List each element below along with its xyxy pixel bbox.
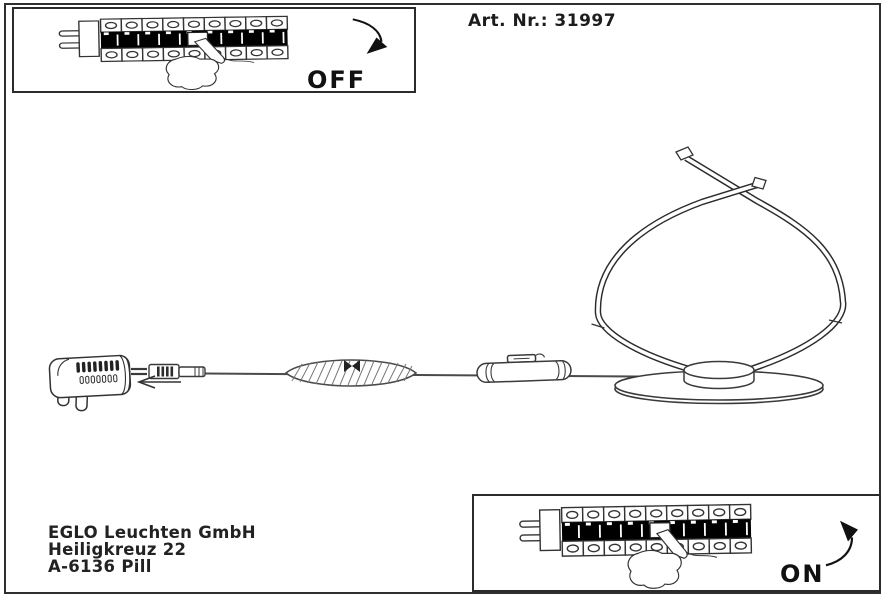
switch-off-panel [12,7,416,93]
power-adapter-icon [49,355,132,413]
lamp-loop [592,147,844,373]
power-strip-finger-press-icon [520,504,752,588]
arrow-up-icon [826,521,858,566]
power-strip-finger-press-icon [59,16,288,89]
dc-connector-icon [131,365,205,379]
lamp-hub [684,362,754,389]
manufacturer-city: A-6136 Pill [48,557,152,576]
switch-on-panel [472,494,881,592]
inline-switch-icon [476,353,571,383]
on-label: ON [780,560,825,588]
arrow-down-icon [353,19,388,54]
manufacturer-street: Heiligkreuz 22 [48,540,187,559]
article-number: Art. Nr.: 31997 [468,11,617,31]
cable-coil-icon [286,360,416,386]
manufacturer-address [48,524,256,575]
off-label: OFF [307,66,367,94]
power-cord-line [205,374,640,377]
manufacturer-name: EGLO Leuchten GmbH [48,523,256,542]
